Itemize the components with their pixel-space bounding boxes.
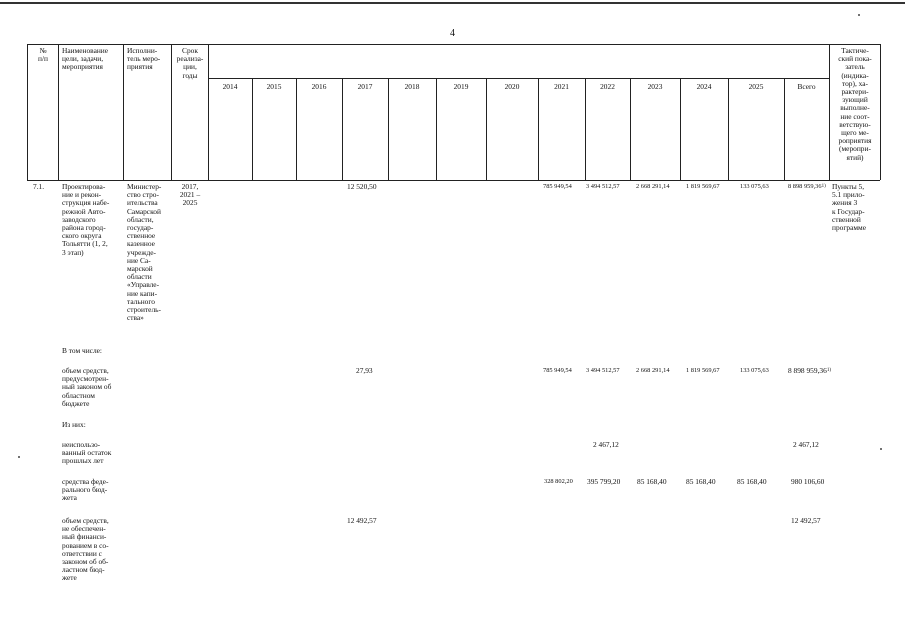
row-term: 2017, 2021 – 2025: [179, 182, 201, 208]
budget-2017: 27,93: [356, 366, 373, 375]
table-top-border: [27, 44, 880, 45]
budget-total: [788, 366, 831, 375]
grid-col-line: [296, 78, 297, 180]
header-executor: Исполни- тель меро- приятия: [127, 46, 161, 72]
header-num: № п/п: [38, 46, 48, 64]
federal-2021: 328 802,20: [544, 478, 573, 485]
header-year: 2023: [647, 82, 663, 91]
unfunded-row-name: объем средств, не обеспечен- ный финанси- рованием в со- ответствии с законом об об- ластном бюд- жете: [62, 516, 109, 583]
value-2025: 133 075,63: [740, 183, 769, 190]
scan-speck: [18, 456, 20, 458]
header-year: 2021: [554, 82, 569, 91]
grid-col-line: [680, 78, 681, 180]
unused-total: 2 467,12: [793, 440, 819, 449]
grid-col-line: [585, 78, 586, 180]
unfunded-2017: 12 492,57: [347, 516, 377, 525]
federal-2024: 85 168,40: [686, 477, 716, 486]
label-including: В том числе:: [62, 346, 102, 355]
header-year: 2017: [357, 82, 373, 91]
grid-col-line: [630, 78, 631, 180]
budget-2024: 1 819 569,67: [686, 367, 720, 374]
header-total: Всего: [797, 82, 816, 91]
header-year: 2016: [311, 82, 327, 91]
label-of-them: Из них:: [62, 420, 86, 429]
grid-col-line: [880, 44, 881, 180]
total-value-text: 8 898 959,36: [788, 183, 822, 190]
value-2023: 2 668 291,14: [636, 183, 670, 190]
header-year: 2020: [504, 82, 520, 91]
budget-2021: 785 949,54: [543, 367, 572, 374]
budget-2025: 133 075,63: [740, 367, 769, 374]
header-bottom-border: [27, 180, 880, 181]
grid-col-line: [436, 78, 437, 180]
federal-2025: 85 168,40: [737, 477, 767, 486]
row-indicator: Пункты 5, 5.1 прило- жения 3 к Государ- ственной программе: [832, 182, 866, 233]
header-year: 2025: [748, 82, 764, 91]
row-number: 7.1.: [33, 182, 45, 191]
scan-speck: [880, 448, 882, 450]
value-2024: 1 819 569,67: [686, 183, 720, 190]
header-year: 2014: [222, 82, 238, 91]
grid-col-line: [342, 78, 343, 180]
header-year: 2015: [266, 82, 282, 91]
grid-col-line: [123, 44, 124, 180]
header-name: Наименование цели, задачи, мероприятия: [62, 46, 109, 72]
grid-col-line: [388, 78, 389, 180]
grid-col-line: [728, 78, 729, 180]
grid-col-line: [538, 78, 539, 180]
scan-speck: [858, 14, 860, 16]
federal-2023: 85 168,40: [637, 477, 667, 486]
page-number: 4: [450, 28, 455, 39]
header-term: Срок реализа- ции, годы: [176, 46, 204, 80]
unfunded-total: 12 492,57: [791, 516, 821, 525]
header-year: 2022: [600, 82, 615, 91]
budget-2022: 3 494 512,57: [586, 367, 620, 374]
budget-2023: 2 668 291,14: [636, 367, 670, 374]
grid-col-line: [27, 44, 28, 180]
value-2021: 785 949,54: [543, 183, 572, 190]
grid-col-line: [486, 78, 487, 180]
grid-col-line: [784, 78, 785, 180]
unused-2022: 2 467,12: [593, 440, 619, 449]
value-total: [788, 182, 826, 191]
header-indicator: Тактиче- ский пока- затель (индика- тор), ха- рактери- зующий выполне- ние соот- ветствую- щего ме- роприятия (меропри- ятий): [838, 46, 872, 162]
footnote-mark: 1): [826, 368, 831, 373]
budget-row-name: объем средств, предусмотрен- ный законом об областном бюджете: [62, 366, 112, 408]
header-year: 2018: [404, 82, 420, 91]
budget-total-text: 8 898 959,36: [788, 366, 827, 375]
unused-row-name: неиспользо- ванный остаток прошлых лет: [62, 440, 112, 466]
federal-2022: 395 799,20: [587, 477, 621, 486]
value-2017: 12 520,50: [347, 182, 377, 191]
federal-total: 980 106,60: [791, 477, 825, 486]
grid-col-line: [58, 44, 59, 180]
row-executor: Министер- ство стро- ительства Самарской области, государ- ственное казенное учрежде- ние Са- марской области «Управле- ние капи- тального строитель- ства»: [127, 182, 162, 323]
grid-col-line: [208, 44, 209, 180]
header-year: 2024: [696, 82, 712, 91]
top-scan-edge: [0, 2, 905, 4]
years-header-line: [208, 78, 829, 79]
row-name: Проектирова- ние и рекон- струкция набе- режной Авто- заводского района город- ского округа Тольятти (1, 2, 3 этап): [62, 182, 110, 257]
federal-row-name: средства феде- рального бюд- жета: [62, 477, 109, 503]
grid-col-line: [252, 78, 253, 180]
header-year: 2019: [453, 82, 469, 91]
value-2022: 3 494 512,57: [586, 183, 620, 190]
footnote-mark: 1): [821, 184, 826, 189]
